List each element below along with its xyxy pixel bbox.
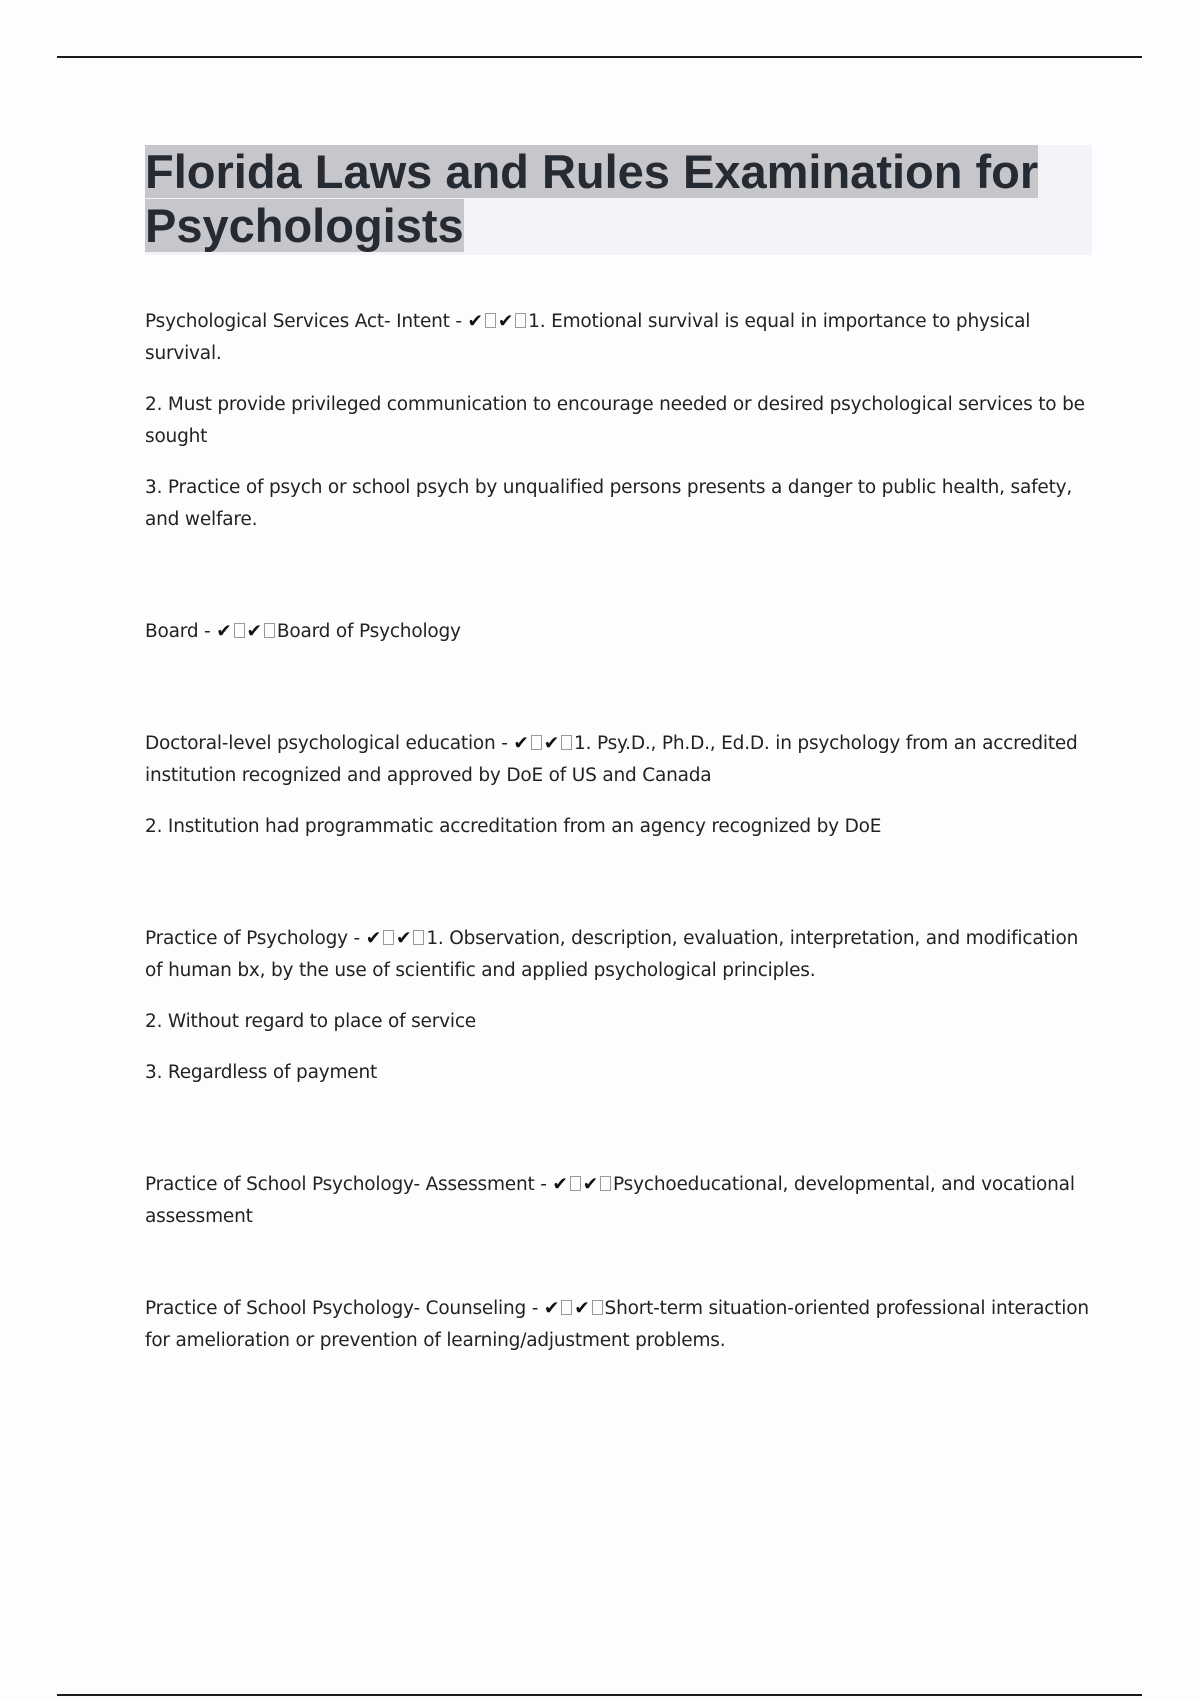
top-rule xyxy=(57,56,1142,58)
title-block xyxy=(145,145,1092,255)
missing-glyph-icon xyxy=(600,1176,611,1191)
entry xyxy=(145,616,1090,648)
entry-spacer xyxy=(145,536,1090,616)
checkmark-icon: ✔ ✔ xyxy=(513,733,574,754)
entry-spacer xyxy=(145,843,1090,923)
missing-glyph-icon xyxy=(485,313,496,328)
missing-glyph-icon xyxy=(515,313,526,328)
entry-first-line: Doctoral-level psychological education - ✔ ✔ 1. Psy.D., Ph.D., Ed.D. in psychology from an accredited institution recognized and approved by DoE of US and Canada xyxy=(145,733,1078,786)
missing-glyph-icon xyxy=(383,930,394,945)
entry-definition: Psychoeducational, developmental, and vocational assessment xyxy=(145,1174,1075,1227)
entry xyxy=(145,1293,1090,1357)
entries-list xyxy=(145,306,1090,1357)
entry xyxy=(145,306,1090,536)
entry-spacer xyxy=(145,1089,1090,1169)
entry-definition-line: 2. Without regard to place of service xyxy=(145,1011,476,1032)
entry-first-line: Practice of School Psychology- Assessment - ✔ ✔ Psychoeducational, developmental, and vocational assessment xyxy=(145,1174,1075,1227)
entry-definition: 1. Psy.D., Ph.D., Ed.D. in psychology from an accredited institution recognized and approved by DoE of US and Canada xyxy=(145,733,1078,786)
entry-spacer xyxy=(145,1233,1090,1293)
entry-first-line: Psychological Services Act- Intent - ✔ ✔ 1. Emotional survival is equal in importance to physical survival. xyxy=(145,311,1031,364)
entry-definition: Board of Psychology xyxy=(276,621,461,642)
entry-term: Practice of School Psychology- Counseling xyxy=(145,1298,527,1319)
entry-term: Doctoral-level psychological education xyxy=(145,733,496,754)
entry-definition: Short-term situation-oriented professional interaction for amelioration or prevention of learning/adjustment problems. xyxy=(145,1298,1089,1351)
missing-glyph-icon xyxy=(234,623,245,638)
entry-definition: 1. Observation, description, evaluation, interpretation, and modification of human bx, by the use of scientific and applied psychological principles. xyxy=(145,928,1079,981)
entry-definition-line: 2. Institution had programmatic accreditation from an agency recognized by DoE xyxy=(145,816,882,837)
entry-first-line: Practice of Psychology - ✔ ✔ 1. Observation, description, evaluation, interpretation, and modification of human bx, by the use of scientific and applied psychological principles. xyxy=(145,928,1079,981)
entry-term: Practice of Psychology xyxy=(145,928,348,949)
entry-first-line: Practice of School Psychology- Counseling - ✔ ✔ Short-term situation-oriented professional interaction for amelioration or prevention of learning/adjustment problems. xyxy=(145,1298,1089,1351)
entry-definition-line: 3. Practice of psych or school psych by unqualified persons presents a danger to public health, safety, and welfare. xyxy=(145,477,1073,530)
missing-glyph-icon xyxy=(264,623,275,638)
missing-glyph-icon xyxy=(561,1300,572,1315)
checkmark-icon: ✔ ✔ xyxy=(468,311,529,332)
entry-definition-line: 3. Regardless of payment xyxy=(145,1062,378,1083)
entry-spacer xyxy=(145,648,1090,728)
missing-glyph-icon xyxy=(592,1300,603,1315)
entry-term: Board xyxy=(145,621,199,642)
entry-first-line: Board - ✔ ✔ Board of Psychology xyxy=(145,621,461,642)
page-title xyxy=(145,145,1092,253)
entry-definition: 1. Emotional survival is equal in importance to physical survival. xyxy=(145,311,1031,364)
bottom-rule xyxy=(57,1694,1142,1696)
missing-glyph-icon xyxy=(561,735,572,750)
entry-definition-line: 2. Must provide privileged communication to encourage needed or desired psychological services to be sought xyxy=(145,394,1085,447)
missing-glyph-icon xyxy=(570,1176,581,1191)
entry xyxy=(145,728,1090,843)
checkmark-icon: ✔ ✔ xyxy=(552,1174,613,1195)
checkmark-icon: ✔ ✔ xyxy=(216,621,277,642)
title-line-2: Psychologists xyxy=(145,199,464,252)
entry-term: Practice of School Psychology- Assessment xyxy=(145,1174,535,1195)
entry-term: Psychological Services Act- Intent xyxy=(145,311,450,332)
missing-glyph-icon xyxy=(413,930,424,945)
checkmark-icon: ✔ ✔ xyxy=(366,928,427,949)
entry xyxy=(145,923,1090,1089)
checkmark-icon: ✔ ✔ xyxy=(544,1298,605,1319)
missing-glyph-icon xyxy=(531,735,542,750)
title-line-1: Florida Laws and Rules Examination for xyxy=(145,145,1039,198)
entry xyxy=(145,1169,1090,1233)
